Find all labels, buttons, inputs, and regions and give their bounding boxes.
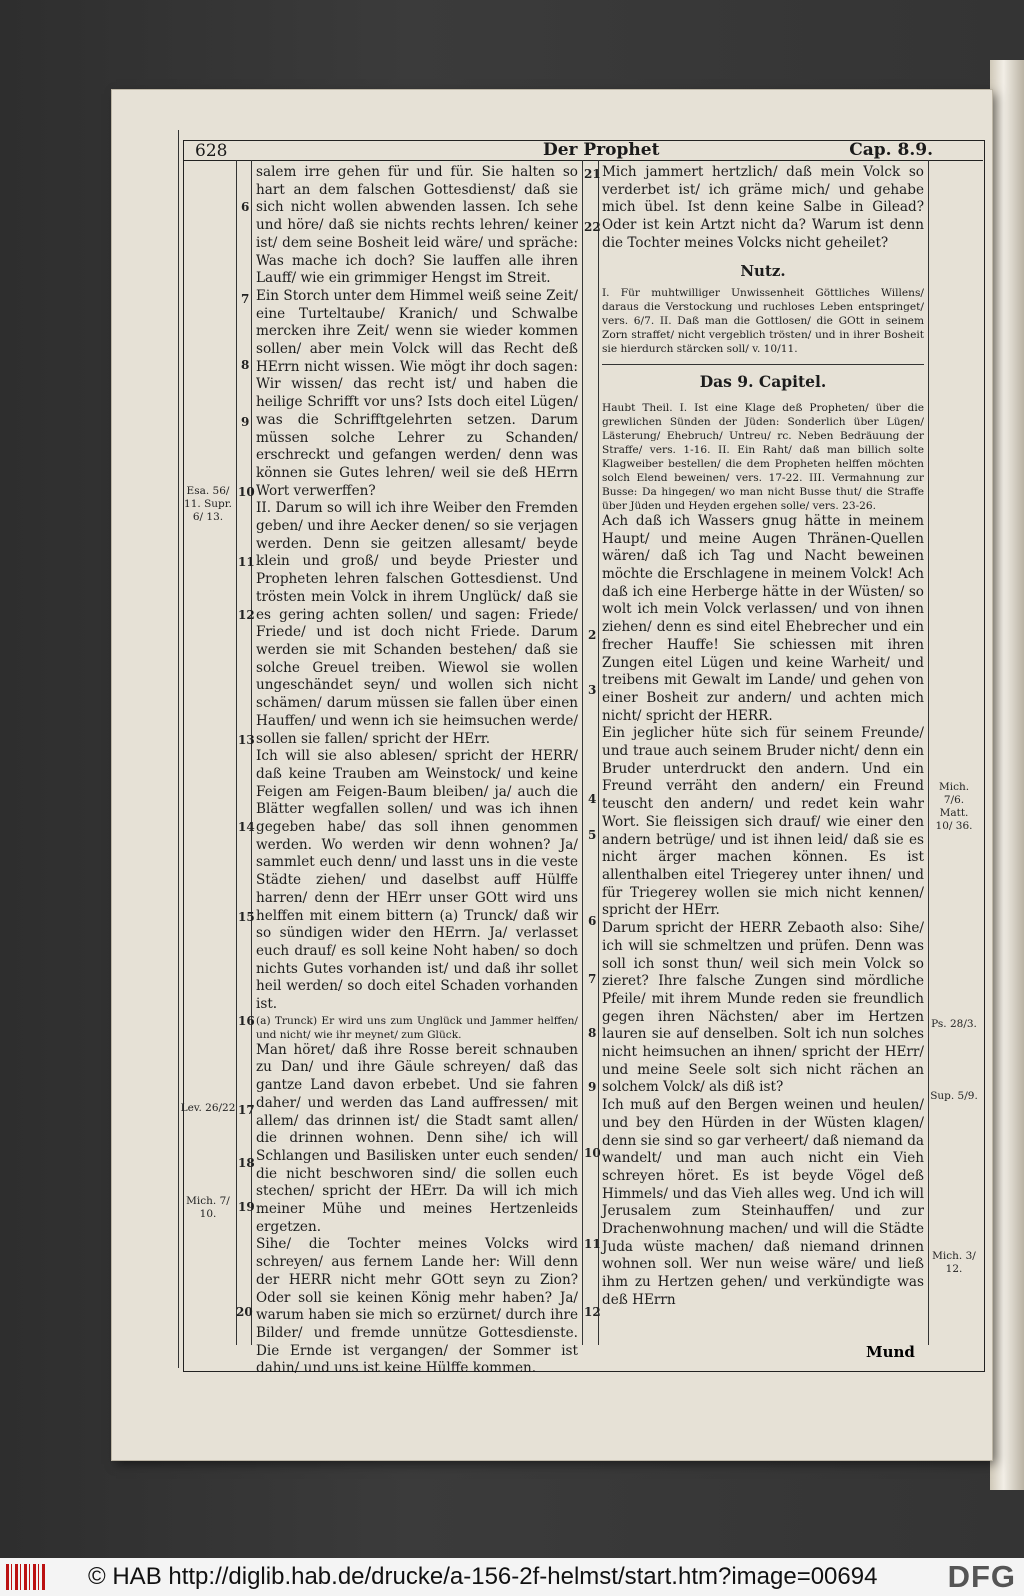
verse-number: 11 <box>584 1237 601 1251</box>
paragraph: Mich jammert hertzlich/ daß mein Volck so verderbet ist/ ich gräme mich/ und gehabe mich übel. Ist denn keine Salbe in Gilead? Oder ist kein Artzt nicht da? Warum ist denn die Tochter meines Volcks nicht geheilet? <box>602 164 924 251</box>
verse-number: 12 <box>238 608 255 622</box>
verse-number: 16 <box>238 1014 255 1028</box>
mid-verse-rule <box>598 160 599 1345</box>
column-divider <box>582 160 583 1345</box>
paragraph: Ach daß ich Wassers gnug hätte in meinem Haupt/ und meine Augen Thränen-Quellen wären/ daß ich Tag und Nacht beweinen möchte die Erschlagene in meinem Volck! Ach daß ich eine Herberge hätte in der Wüsten/ so wolt ich mein Volck verlassen/ und von ihnen ziehen/ denn es sind eitel Ehebrecher und ein frecher Hauffe! Sie schiessen mit ihren Zungen eitel Lügen und keine Warheit/ und treibens mit Gewalt im Lande/ und gehen von einer Bosheit zur andern/ und achten mich nicht/ spricht der HERR. <box>602 512 924 724</box>
verse-number: 20 <box>236 1305 253 1319</box>
page-number: 628 <box>195 141 228 161</box>
verse-number: 22 <box>584 220 601 234</box>
chapter-ref: Cap. 8.9. <box>849 140 933 160</box>
header-rule <box>183 160 983 161</box>
library-barcode-icon <box>6 1564 46 1590</box>
footnote: (a) Trunck) Er wird uns zum Unglück und Jammer helffen/ und nicht/ wie ihr meynet/ zum Glück. <box>256 1014 578 1041</box>
margin-note: Esa. 56/ 11. Supr. 6/ 13. <box>184 485 232 523</box>
paragraph: Darum spricht der HERR Zebaoth also: Sihe/ ich will sie schmeltzen und prüfen. Denn was soll ich sonst thun/ weil sich mein Volck so zieret? Ihre falsche Zungen sind mördliche Pfeile/ mit ihrem Munde reden sie freundlich gegen ihren Nächsten/ aber im Hertzen lauren sie auf denselben. Solt ich nun solches nicht heimsuchen an ihnen/ spricht der HErr/ und meine Seele solt sich nicht rächen an solchem Volck/ als diß ist? <box>602 920 924 1096</box>
margin-note: Mich. 7/ 10. <box>186 1195 230 1220</box>
paragraph: Ein Storch unter dem Himmel weiß seine Zeit/ eine Turteltaube/ Kranich/ und Schwalbe mercken ihre Zeit/ wenn sie wieder kommen sollen/ aber mein Volck will das Recht deß HErrn nicht wissen. Wie mögt ihr doch sagen: Wir wissen/ das recht ist/ und haben die heilige Schrifft vor uns? Ists doch eitel Lügen/ was die Schrifftgelehrten setzen. Darum müssen solche Lehrer zu Schanden/ erschreckt und gefangen werden/ denn was können sie Gutes lehren/ weil sie deß HErrn Wort verwerffen? <box>256 287 578 499</box>
verse-number: 8 <box>241 358 250 372</box>
verse-number: 14 <box>238 820 255 834</box>
running-header <box>183 138 983 162</box>
next-page-edge <box>990 60 1024 1490</box>
section-rule <box>602 364 924 365</box>
verse-number: 3 <box>588 683 597 697</box>
chapter-summary: Haubt Theil. I. Ist eine Klage deß Propheten/ über die grewlichen Sünden der Jüden: Sonderlich über Lügen/ Lästerung/ Ehebruch/ Untreu/ rc. Neben Bedräuung der Straffe/ vers. 1-16. II. Ein Raht/ daß man billich solte Klagweiber bestellen/ die dem Propheten helffen möchten solch Elend beweinen/ vers. 17-22. III. Vermahnung zur Busse: Da hingegen/ wo man nicht Busse thut/ die Straffe über Jüden und Heyden ergehen solle/ vers. 23-26. <box>602 401 924 512</box>
verse-number: 5 <box>588 828 597 842</box>
outer-left-rule <box>178 130 179 1368</box>
verse-number: 10 <box>238 485 255 499</box>
nutz-heading: Nutz. <box>740 261 786 280</box>
margin-note: Ps. 28/3. <box>931 1018 977 1030</box>
right-margin-rule <box>928 160 929 1345</box>
verse-number: 7 <box>241 292 250 306</box>
verse-number: 12 <box>584 1305 601 1319</box>
margin-note: Mich. 3/ 12. <box>932 1250 976 1275</box>
source-url[interactable]: © HAB http://diglib.hab.de/drucke/a-156-2f-helmst/start.htm?image=00694 <box>88 1563 878 1590</box>
verse-number: 8 <box>588 1026 597 1040</box>
paragraph: Ein jeglicher hüte sich für seinem Freunde/ und traue auch seinem Bruder nicht/ denn ein Bruder unterdruckt den andern. Und ein Freund verräht den andern/ ein Freund teuscht den andern/ und redet kein wahr Wort. Sie fleissigen sich drauf/ wie einer den andern betrüge/ und ist ihnen leid/ daß sie es nicht ärger machen können. Es ist allenthalben eitel Triegerey unter ihnen/ und für Triegerey wollen sie mich nicht kennen/ spricht der HErr. <box>602 725 924 919</box>
verse-number: 2 <box>588 628 597 642</box>
catchword: Mund <box>866 1343 915 1361</box>
verse-number: 9 <box>588 1080 597 1094</box>
verse-number: 18 <box>238 1156 255 1170</box>
verse-number: 13 <box>238 733 255 747</box>
verse-number: 9 <box>241 415 250 429</box>
running-title: Der Prophet <box>543 140 660 160</box>
margin-note: Sup. 5/9. <box>930 1090 978 1102</box>
paragraph: Ich muß auf den Bergen weinen und heulen/ und bey den Hürden in der Wüsten klagen/ denn sie sind so gar verheert/ daß niemand da wandelt/ und man auch nicht ein Vieh schreyen höret. Es ist beyde Vögel deß Himmels/ und das Vieh alles weg. Und ich will Jerusalem zum Steinhauffen/ und zur Drachenwohnung machen/ und will die Städte Juda wüste machen/ daß niemand drinnen wohnen soll. Wer nun weise wäre/ und ließ ihm zu Hertzen gehen/ und verkündigte was deß HErrn <box>602 1097 924 1308</box>
margin-note: Lev. 26/22 <box>180 1102 236 1114</box>
verse-number: 7 <box>588 972 597 986</box>
dfg-logo: DFG <box>947 1559 1016 1594</box>
verse-number: 11 <box>238 555 255 569</box>
paragraph: II. Darum so will ich ihre Weiber den Fremden geben/ und ihre Aecker denen/ so sie verjagen werden. Denn sie geitzen allesamt/ beyde klein und groß/ und beyde Priester und Propheten lehren falschen Gottesdienst. Und trösten mein Volck in ihrem Unglück/ daß sie es gering achten sollen/ und sagen: Friede/ Friede/ und ist doch nicht Friede. Darum werden sie mit Schanden bestehen/ daß sie solche Greuel treiben. Wiewol sie wollen ungeschändet seyn/ und wollen sich nicht schämen/ darum müssen sie fallen über einen Hauffen/ und wenn ich sie heimsuchen werde/ sollen sie fallen/ spricht der HErr. <box>256 500 578 747</box>
verse-number: 6 <box>588 914 597 928</box>
margin-note: Mich. 7/6. Matt. 10/ 36. <box>935 781 973 832</box>
paragraph: Ich will sie also ablesen/ spricht der HERR/ daß keine Trauben am Weinstock/ und keine Feigen am Feigen-Baum bleiben/ ja/ auch die Blätter wegfallen sollen/ und was ich ihnen gegeben habe/ das soll ihnen genommen werden. Wo werden wir denn wohnen? Ja/ sammlet euch denn/ und lasst uns in die veste Städte ziehen/ und daselbst auff Hülffe harren/ denn der HErr unser GOtt wird uns helffen mit einem bittern (a) Trunck/ daß wir so sündigen wider den HErrn. Ja/ verlasset euch drauf/ es soll keine Noht haben/ so doch nichts Gutes vorhanden ist/ und daß ihr sollet heil werden/ so doch eitel Schaden vorhanden ist. <box>256 748 578 1013</box>
verse-number: 15 <box>238 910 255 924</box>
left-text-column <box>256 164 578 1377</box>
verse-number: 4 <box>588 792 597 806</box>
left-margin-rule <box>236 160 237 1345</box>
footer-bar <box>0 1558 1024 1596</box>
verse-number: 19 <box>238 1200 255 1214</box>
verse-number: 17 <box>238 1103 255 1117</box>
chapter-heading: Das 9. Capitel. <box>699 372 827 392</box>
verse-number: 21 <box>584 167 601 181</box>
paragraph: Man höret/ daß ihre Rosse bereit schnauben zu Dan/ und ihre Gäule schreyen/ daß das gantze Land davon erbebet. Und sie fahren daher/ und werden das Land auffressen/ mit allem/ das drinnen ist/ die Stadt samt allen/ die drinnen wohnen. Denn sihe/ ich will Schlangen und Basilisken unter euch senden/ die nicht beschworen sind/ die sollen euch stechen/ spricht der HErr. Da will ich mich meiner Mühe und meines Hertzenleids ergetzen. <box>256 1041 578 1235</box>
verse-number: 6 <box>241 200 250 214</box>
right-text-column <box>602 164 924 1344</box>
paragraph: Sihe/ die Tochter meines Volcks wird schreyen/ aus fernem Lande her: Will denn der HERR nicht mehr GOtt seyn zu Zion? Oder soll sie keinen König mehr haben? Ja/ warum haben sie mich so erzürnet/ durch ihre Bilder/ und fremde unnütze Gottesdienste. Die Ernde ist vergangen/ der Sommer ist dahin/ und uns ist keine Hülffe kommen. <box>256 1236 578 1377</box>
nutz-text: I. Für muhtwilliger Unwissenheit Göttliches Willens/ daraus die Verstockung und ruchloses Leben entspringet/ vers. 6/7. II. Daß man die Gottlosen/ die GOtt in seinem Zorn straffet/ nicht vergeblich trösten/ und in ihrer Bosheit sie hierdurch stärcken soll/ v. 10/11. <box>602 287 924 356</box>
verse-number: 10 <box>584 1146 601 1160</box>
paragraph: salem irre gehen für und für. Sie halten so hart an dem falschen Gottesdienst/ daß sie sich nicht wollen abwenden lassen. Ich sehe und höre/ daß sie nichts rechts lehren/ keiner ist/ dem seine Bosheit leid wäre/ und spräche: Was mache ich doch? Sie lauffen alle ihren Lauff/ wie ein grimmiger Hengst im Streit. <box>256 164 578 287</box>
